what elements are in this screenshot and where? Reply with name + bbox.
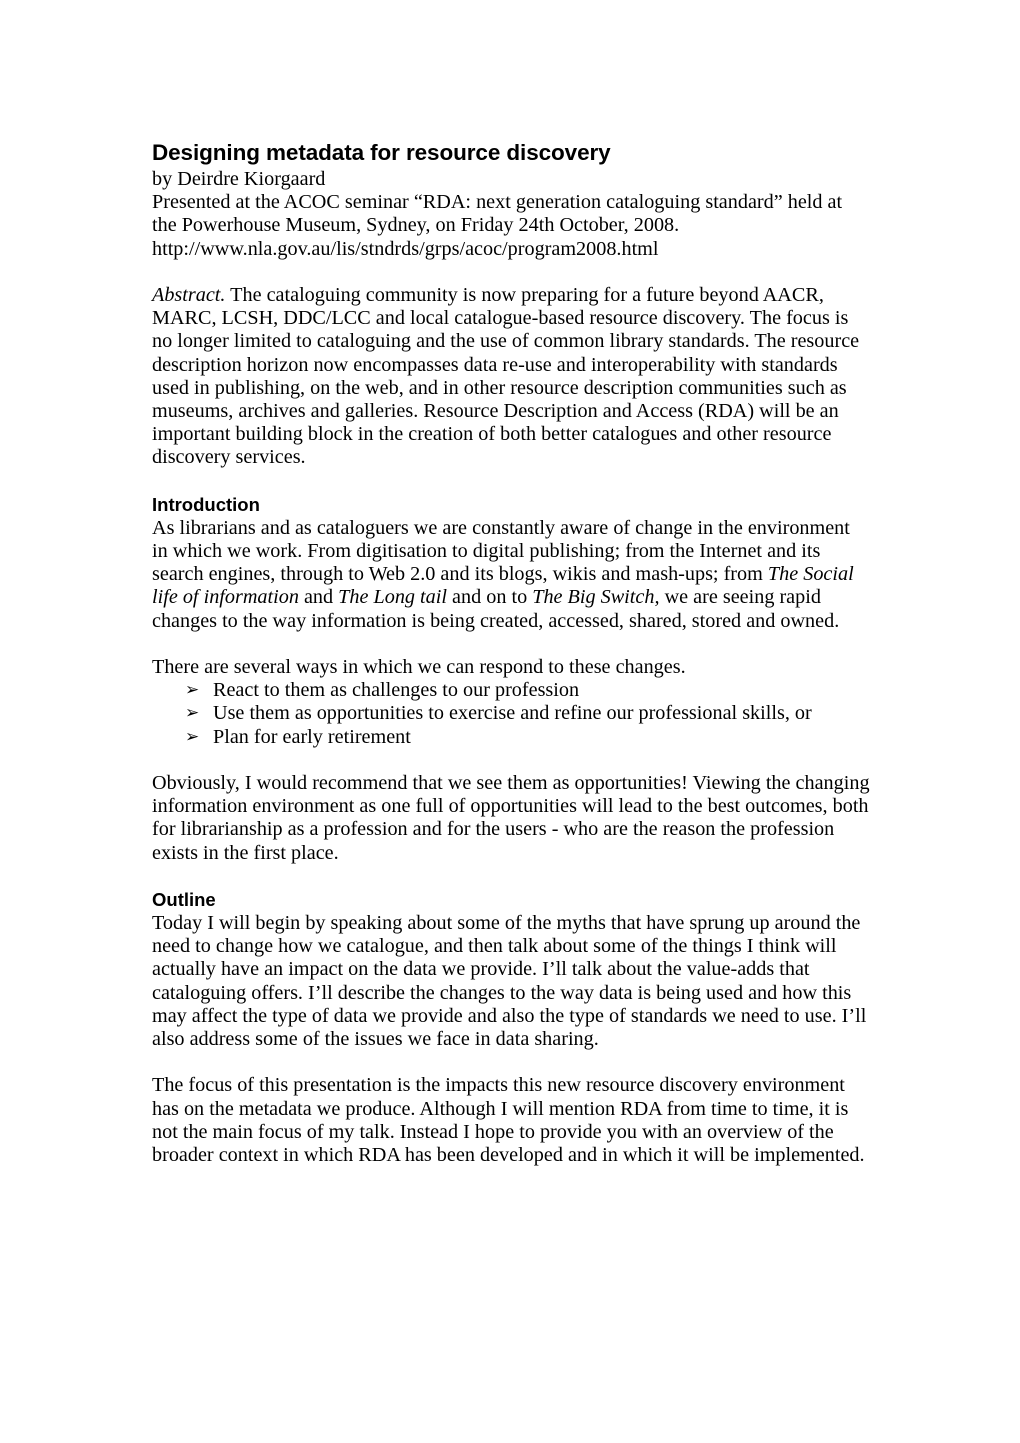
spacer	[152, 865, 870, 888]
spacer	[152, 470, 870, 493]
intro-text-part-2: and	[298, 586, 339, 609]
list-item	[152, 679, 870, 702]
intro-text-part-4: we are seeing rapid changes to the way information is being created, accessed, shared, stored and owned.	[152, 586, 840, 632]
author-byline: by Deirdre Kiorgaard	[152, 168, 326, 190]
response-options-list	[152, 679, 870, 749]
document-title: Designing metadata for resource discovery	[152, 140, 611, 165]
abstract-body: The cataloguing community is now preparing for a future beyond AACR, MARC, LCSH, DDC/LCC and local catalogue-based resource discovery. The focus is no longer limited to cataloguing and the use of common library standards. The resource description horizon now encompasses data re-use and interoperability with standards used in publishing, on the web, and in other resource description communities such as museums, archives and galleries. Resource Description and Access (RDA) will be an important building block in the creation of both better catalogues and other resource discovery services.	[152, 284, 860, 469]
spacer	[152, 1051, 870, 1074]
presentation-note-line-1: Presented at the ACOC seminar “RDA: next generation cataloguing standard” held at	[152, 191, 843, 214]
outline-paragraph-1: Today I will begin by speaking about some of the myths that have sprung up around the need to change how we catalogue, and then talk about some of the things I think will actually have an impact on the data we provide. I’ll talk about the value-adds that cataloguing offers. I’ll describe the changes to the way data is being used and how this may affect the type of data we provide and also the type of standards we need to use. I’ll also address some of the issues we face in data sharing.	[152, 912, 867, 1051]
list-item	[152, 726, 870, 749]
arrow-bullet-icon: ➢	[185, 680, 200, 701]
outline-paragraph-2: The focus of this presentation is the impacts this new resource discovery environment has on the metadata we produce. Although I will mention RDA from time to time, it is not the main focus of my talk. Instead I hope to provide you with an overview of the broader context in which RDA has been developed and in which it will be implemented.	[152, 1074, 865, 1167]
spacer	[152, 633, 870, 656]
list-item-label: React to them as challenges to our profession	[213, 679, 580, 702]
arrow-bullet-icon: ➢	[185, 726, 200, 747]
presentation-note-line-2: the Powerhouse Museum, Sydney, on Friday 24th October, 2008.	[152, 214, 680, 237]
list-item-label: Plan for early retirement	[213, 725, 411, 748]
heading-outline: Outline	[152, 889, 216, 911]
spacer	[152, 261, 870, 284]
introduction-paragraph-2: There are several ways in which we can respond to these changes.	[152, 656, 686, 679]
list-item-label: Use them as opportunities to exercise and refine our professional skills, or	[213, 702, 812, 725]
intro-text-part-3: and on to	[446, 586, 533, 609]
arrow-bullet-icon: ➢	[185, 703, 200, 724]
book-title-social-life-of-information: The Social life of information	[152, 563, 854, 609]
list-item	[152, 702, 870, 725]
spacer	[152, 749, 870, 772]
abstract-paragraph	[152, 284, 870, 470]
book-title-the-long-tail: The Long tail	[338, 586, 447, 609]
abstract-label: Abstract.	[152, 284, 226, 306]
heading-introduction: Introduction	[152, 493, 260, 515]
introduction-paragraph-3: Obviously, I would recommend that we see them as opportunities! Viewing the changing information environment as one full of opportunities will lead to the best outcomes, both for librarianship as a profession and for the users - who are the reason the profession exists in the first place.	[152, 772, 870, 864]
book-title-the-big-switch: The Big Switch,	[532, 586, 660, 609]
introduction-paragraph-1	[152, 517, 870, 633]
program-url[interactable]: http://www.nla.gov.au/lis/stndrds/grps/acoc/program2008.html	[152, 237, 659, 260]
intro-text-part-1: As librarians and as cataloguers we are constantly aware of change in the environment in which we work. From digitisation to digital publishing; from the Internet and its search engines, through to Web 2.0 and its blogs, wikis and mash-ups; from	[152, 516, 850, 586]
document-content	[152, 140, 870, 1167]
